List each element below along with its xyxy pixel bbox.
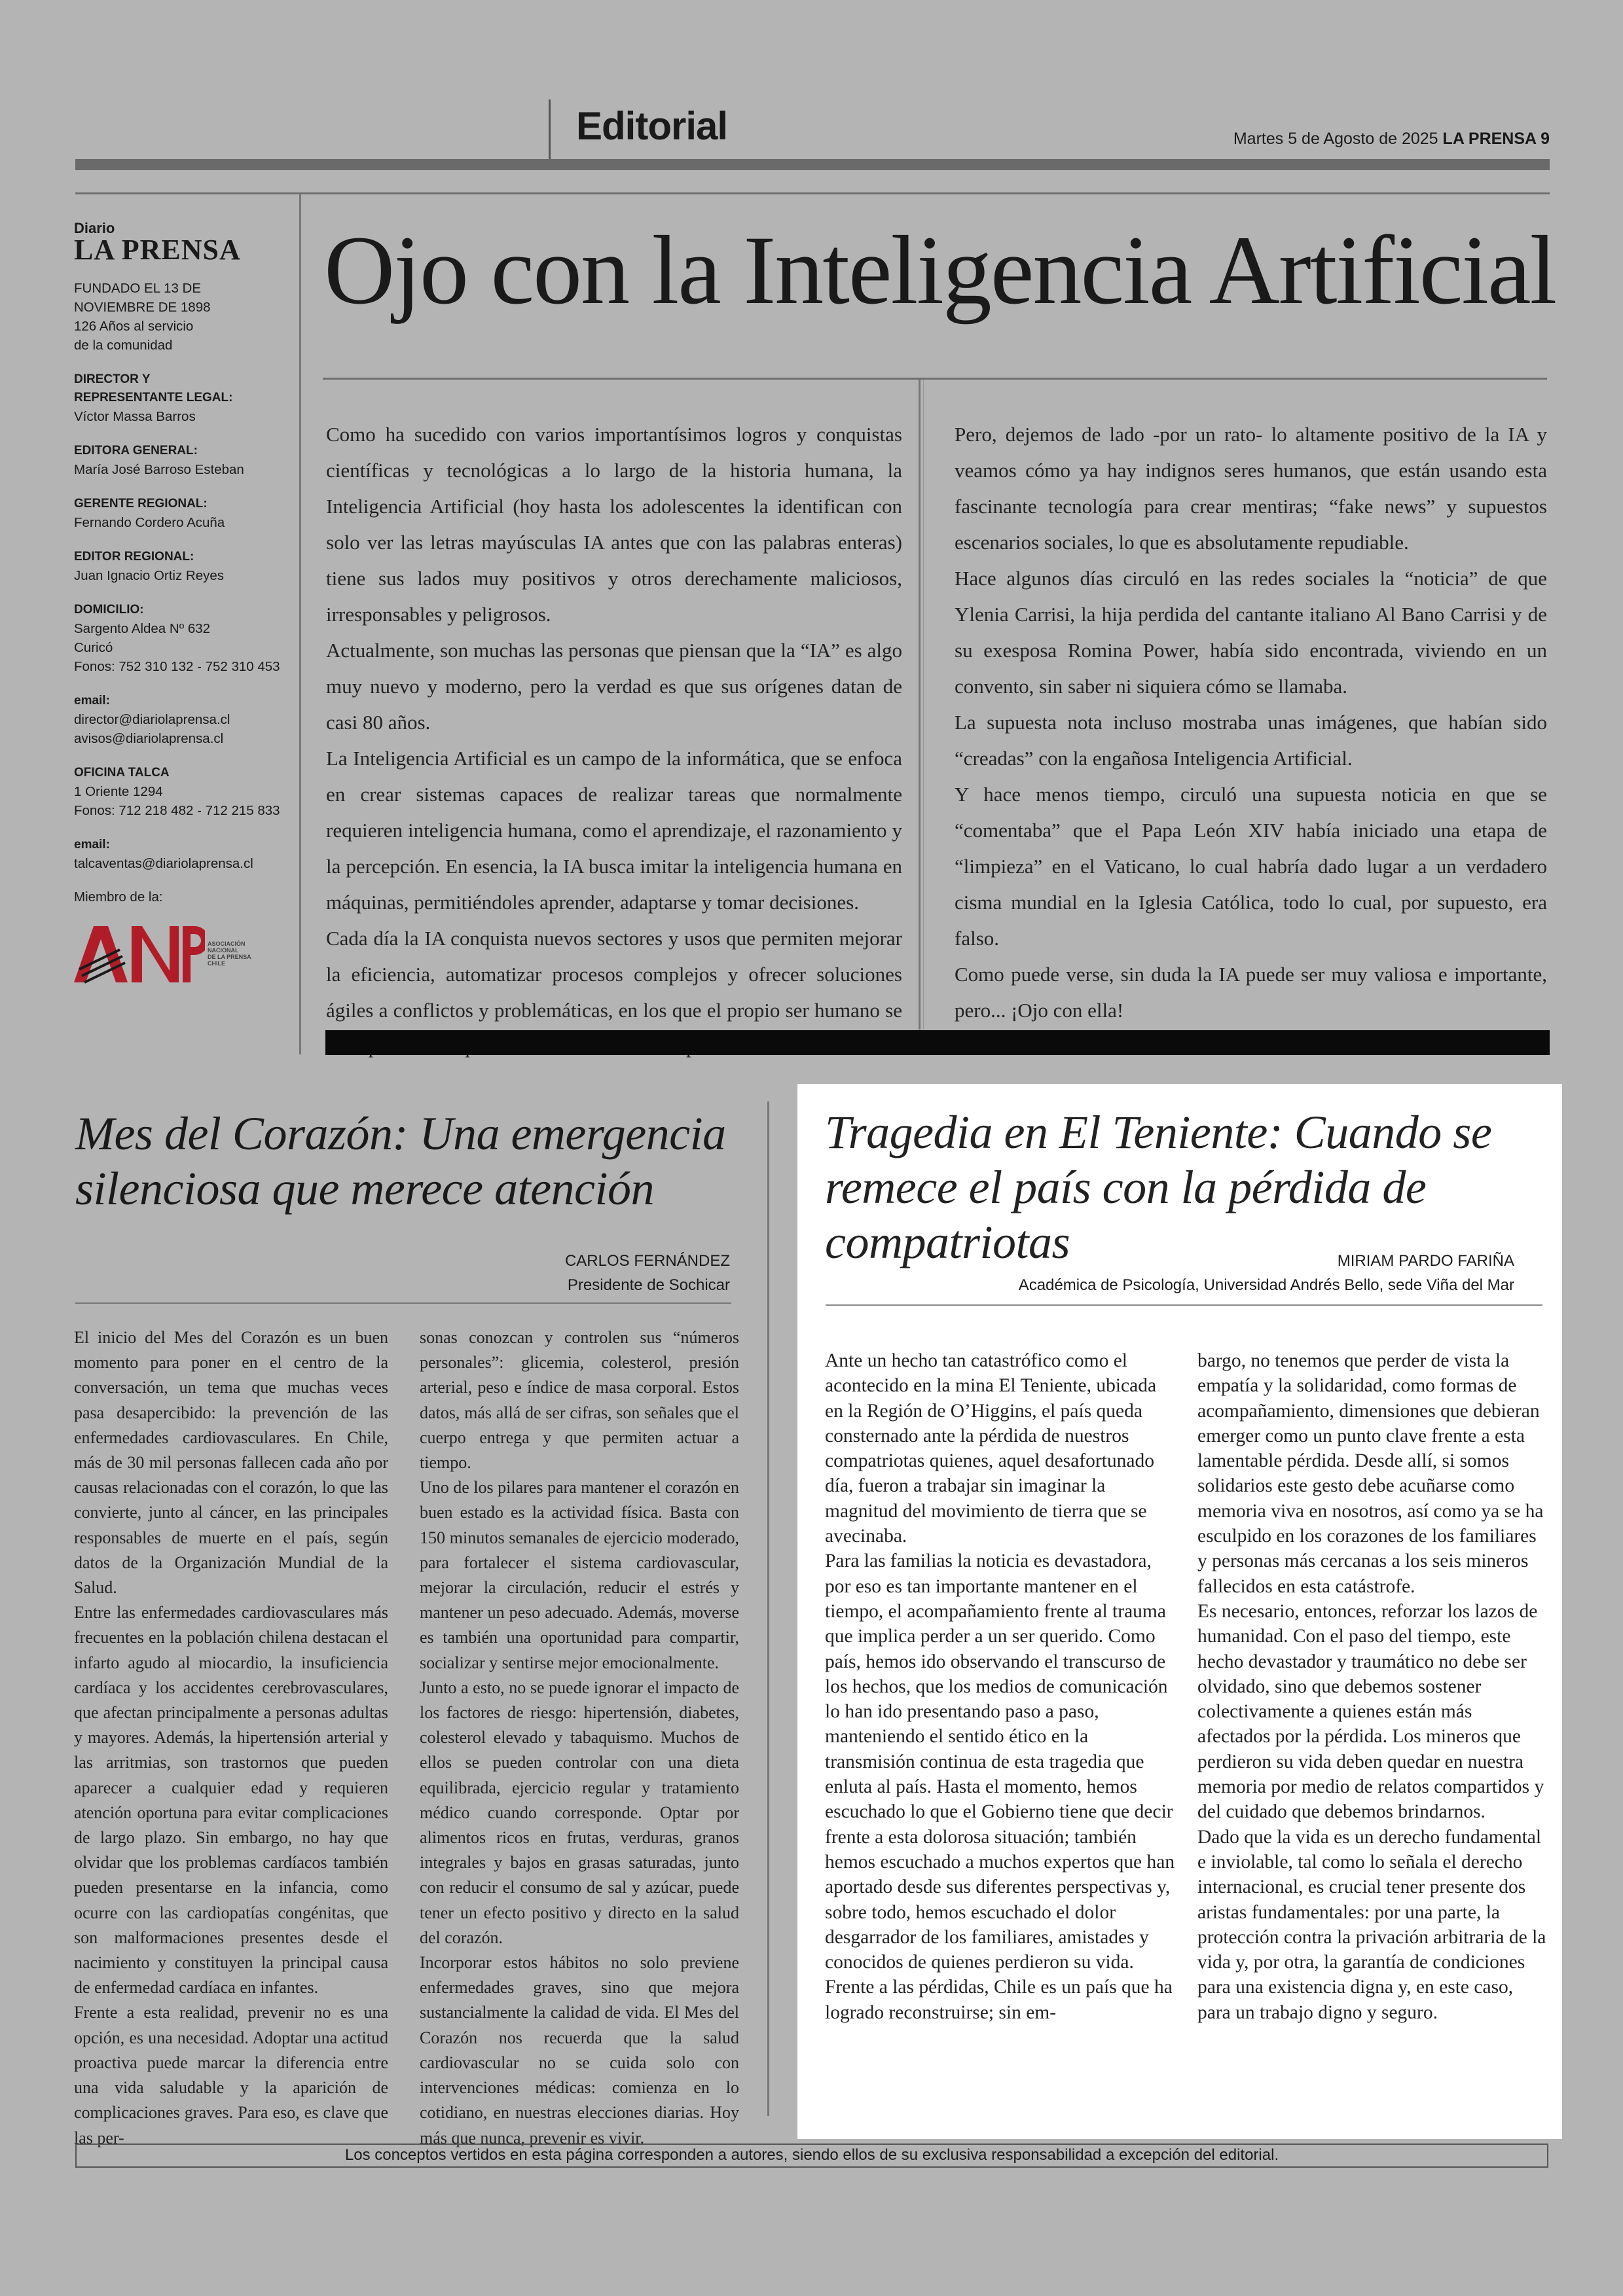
email-link[interactable]: director@diariolaprensa.cl [74, 712, 230, 727]
article-title: Tragedia en El Teniente: Cuando se remece el país con la pérdida de compatriotas [825, 1106, 1492, 1268]
email2-link[interactable]: talcaventas@diariolaprensa.cl [74, 856, 253, 871]
paragraph: Como puede verse, sin duda la IA puede ser muy valiosa e importante, pero... ¡Ojo con ella! [955, 963, 1547, 1022]
gerente-name: Fernando Cordero Acuña [74, 515, 225, 530]
gerente-label: GERENTE REGIONAL: [74, 497, 208, 511]
founded-line: de la comunidad [74, 338, 173, 353]
disclaimer-text: Los conceptos vertidos en esta página corresponden a autores, siendo ellos de su exclusiva responsabilidad a excepción del editorial. [344, 2146, 1279, 2164]
domicilio-line: Curicó [74, 640, 113, 655]
paragraph: Como ha sucedido con varios importantísimos logros y conquistas científicas y tecnológicas a lo largo de la historia humana, la Inteligencia Artificial (hoy hasta los adolescentes la identifican con solo ver las letras mayúsculas IA antes que con las palabras enteras) tiene sus lados muy positivos y otros derechamente maliciosos, irresponsables y peligrosos. [326, 423, 902, 626]
article-column [1197, 1348, 1548, 2025]
paragraph: Pero, dejemos de lado -por un rato- lo altamente positivo de la IA y veamos cómo ya hay indignos seres humanos, que están usando esta fascinante tecnología para crear mentiras; “fake news” y supuestos escenarios sociales, lo que es absolutamente repudiable. [955, 423, 1547, 554]
oficina-line: 1 Oriente 1294 [74, 784, 163, 799]
domicilio-line: Sargento Aldea Nº 632 [74, 621, 211, 636]
editorial-title: Ojo con la Inteligencia Artificial [324, 216, 1556, 325]
paragraph: Actualmente, son muchas las personas que piensan que la “IA” es algo muy nuevo y moderno, pero la verdad es que sus orígenes datan de casi 80 años. [326, 639, 902, 734]
paragraph: Uno de los pilares para mantener el corazón en buen estado es la actividad física. Basta con 150 minutos semanales de ejercicio moderado, para fortalecer el sistema cardiovascular, mejorar la circulación, reducir el estrés y mantener un peso adecuado. Además, moverse es también una oportunidad para compartir, socializar y sentirse mejor emocionalmente. [420, 1478, 740, 1672]
header-divider [549, 99, 551, 160]
author-name: CARLOS FERNÁNDEZ [564, 1252, 730, 1270]
email-label: email: [74, 694, 110, 708]
paragraph: La Inteligencia Artificial es un campo de la informática, que se enfoca en crear sistemas capaces de realizar tareas que normalmente requieren inteligencia humana, como el aprendizaje, el razonamiento y la percepción. En esencia, la IA busca imitar la inteligencia humana en máquinas, permitiéndoles aprender, adaptarse y tomar decisiones. [326, 747, 902, 914]
editorial-column-right [955, 416, 1547, 1028]
oficina-line: Fonos: 712 218 482 - 712 215 833 [74, 803, 280, 818]
author-role: Académica de Psicología, Universidad Andrés Bello, sede Viña del Mar [1018, 1276, 1514, 1294]
articles-divider [767, 1102, 769, 2116]
paragraph: Ante un hecho tan catastrófico como el acontecido en la mina El Teniente, ubicada en la Región de O’Higgins, el país queda consternado ante la pérdida de nuestros compatriotas quienes, aquel desafortunado día, fueron a trabajar sin imaginar la magnitud del movimiento de tierra que se avecinaba. [825, 1350, 1157, 1547]
director-label [74, 370, 297, 407]
paragraph: Hace algunos días circuló en las redes sociales la “noticia” de que Ylenia Carrisi, la hija perdida del cantante italiano Al Bano Carrisi y de su exesposa Romina Power, había sido encontrada, viviendo en un convento, sin saber ni siquiera cómo se llamaba. [955, 567, 1547, 698]
sidebar-divider [299, 194, 301, 1054]
email2-label: email: [74, 838, 110, 852]
header-rule [75, 192, 1550, 194]
email-link[interactable]: avisos@diariolaprensa.cl [74, 731, 224, 746]
author-role: Presidente de Sochicar [567, 1276, 730, 1294]
article-column [825, 1348, 1178, 2025]
anp-text-line: CHILE [208, 960, 225, 967]
founded-line: NOVIEMBRE DE 1898 [74, 300, 211, 315]
masthead-diario: Diario [74, 220, 115, 236]
byline-rule [75, 1302, 731, 1304]
editorial-title-rule [323, 378, 1547, 380]
masthead-logo: LA PRENSA [74, 234, 241, 266]
paragraph: Frente a esta realidad, prevenir no es una opción, es una necesidad. Adoptar una actitud proactiva puede marcar la diferencia entre una vida saludable y la aparición de complicaciones graves. Para eso, es clave que las per- [74, 2003, 388, 2147]
paragraph: Es necesario, entonces, reforzar los lazos de humanidad. Con el paso del tiempo, este hecho devastador y traumático no debe ser olvidado, sino que debemos sostener colectivamente a quienes están más afectados por la pérdida. Los mineros que perdieron su vida deben quedar en nuestra memoria por medio de relatos compartidos y del cuidado que debemos brindarnos. [1197, 1600, 1544, 1823]
founded-line: FUNDADO EL 13 DE [74, 281, 202, 296]
anp-logo-icon [74, 924, 205, 984]
editorial-bottom-bar [325, 1030, 1550, 1055]
director-label-line: REPRESENTANTE LEGAL: [74, 391, 233, 404]
paragraph: Incorporar estos hábitos no solo previene enfermedades graves, sino que mejora sustancialmente la calidad de vida. El Mes del Corazón nos recuerda que la salud cardiovascular no se cuida solo con intervenciones médicas: comienza en lo cotidiano, en nuestras elecciones diarias. Hoy más que nunca, prevenir es vivir. [420, 1953, 739, 2147]
article-byline [75, 1249, 730, 1297]
paragraph: Y hace menos tiempo, circuló una supuesta noticia en que se “comentaba” que el Papa León XIV había iniciado una etapa de “limpieza” en el Vaticano, lo cual habría dado lugar a un verdadero cisma mundial en la Iglesia Católica, todo lo cual, por supuesto, era falso. [955, 783, 1547, 950]
editorial-column-divider-thin [923, 380, 924, 1030]
anp-text [208, 941, 251, 967]
article-column [74, 1325, 388, 2151]
anp-text-line: DE LA PRENSA [208, 954, 251, 960]
paragraph: Frente a las pérdidas, Chile es un país que ha logrado reconstruirse; sin em- [825, 1977, 1173, 2023]
paragraph: El inicio del Mes del Corazón es un buen momento para poner en el centro de la conversación, un tema que muchas veces pasa desapercibido: la prevención de las enfermedades cardiovasculares. En Chile, más de 30 mil personas fallecen cada año por causas relacionadas con el corazón, lo que las convierte, junto al cáncer, en las principales responsables de muerte en el país, según datos de la Organización Mundial de la Salud. [74, 1328, 388, 1598]
section-label: Editorial [576, 104, 728, 148]
article-title: Mes del Corazón: Una emergencia silenciosa que merece atención [75, 1107, 726, 1215]
article-column [420, 1325, 739, 2151]
founded-line: 126 Años al servicio [74, 319, 194, 334]
article-byline [795, 1249, 1514, 1297]
editor-regional-name: Juan Ignacio Ortiz Reyes [74, 568, 225, 583]
header-date-line [1233, 130, 1550, 149]
paragraph: Para las familias la noticia es devastadora, por eso es tan importante mantener en el tiempo, el acompañamiento frente al trauma que implica perder a un ser querido. Como país, hemos ido observando el transcurso de los hechos, que los medios de comunicación lo han ido presentando paso a paso, manteniendo el sentido ético en la transmisión continua de esta tragedia que enluta al país. Hasta el momento, hemos escuchado lo que el Gobierno tiene que decir frente a esta dolorosa situación; también hemos escuchado a muchos expertos que han aportado desde sus diferentes perspectivas y, sobre todo, hemos escuchado el dolor desgarrador de los familiares, amistades y conocidos de quienes perdieron su vida. [825, 1551, 1175, 1973]
byline-rule [826, 1304, 1542, 1306]
editor-regional-label: EDITOR REGIONAL: [74, 550, 194, 564]
domicilio-line: Fonos: 752 310 132 - 752 310 453 [74, 659, 280, 674]
anp-text-line: ASOCIACIÓN [208, 941, 246, 947]
header-bar [75, 159, 1550, 170]
director-name: Víctor Massa Barros [74, 409, 196, 424]
paragraph: Junto a esto, no se puede ignorar el impacto de los factores de riesgo: hipertensión, diabetes, colesterol elevado y tabaquismo. Muchos de ellos se pueden controlar con una dieta equilibrada, ejercicio regular y tratamiento médico cuando corresponde. Optar por alimentos ricos en frutas, verduras, granos integrales y bajos en grasas saturadas, junto con reducir el consumo de sal y azúcar, puede tener un efecto positivo y directo en la salud del corazón. [420, 1677, 739, 1947]
anp-text-line: NACIONAL [208, 947, 239, 954]
paragraph: sonas conozcan y controlen sus “números personales”: glicemia, colesterol, presión arterial, peso e índice de masa corporal. Estos datos, más allá de ser cifras, son señales que el cuerpo entrega y que permiten actuar a tiempo. [420, 1328, 739, 1473]
anp-logo [74, 924, 297, 984]
oficina-label: OFICINA TALCA [74, 766, 170, 780]
editorial-column-divider [919, 380, 921, 1030]
domicilio-label: DOMICILIO: [74, 603, 144, 617]
header-date: Martes 5 de Agosto de 2025 [1233, 130, 1438, 148]
header-paper-page: LA PRENSA 9 [1442, 130, 1550, 148]
editorial-column-left [326, 416, 902, 1064]
paragraph: Entre las enfermedades cardiovasculares más frecuentes en la población chilena destacan el infarto agudo al miocardio, la insuficiencia cardíaca y los accidentes cerebrovasculares, que afectan principalmente a personas adultas y mayores. Además, la hipertensión arterial y las arritmias, son trastornos que pueden aparecer a cualquier edad y requieren atención oportuna para evitar complicaciones de largo plazo. Sin embargo, no hay que olvidar que los problemas cardíacos también pueden presentarse en la infancia, como ocurre con las cardiopatías congénitas, que son malformaciones presentes desde el nacimiento y constituyen la principal causa de enfermedad cardíaca en infantes. [74, 1603, 388, 1998]
paragraph: Cada día la IA conquista nuevos sectores y usos que permiten mejorar la eficiencia, automatizar procesos complejos y ofrecer soluciones ágiles a conflictos y problemáticas, en los que el propio ser humano se [326, 927, 902, 1022]
director-label-line: DIRECTOR Y [74, 372, 151, 386]
paragraph: La supuesta nota incluso mostraba unas imágenes, que habían sido “creadas” con la engañosa Inteligencia Artificial. [955, 711, 1547, 770]
author-name: MIRIAM PARDO FARIÑA [1337, 1252, 1514, 1270]
paragraph: Dado que la vida es un derecho fundamental e inviolable, tal como lo señala el derecho internacional, es crucial tener presente dos aristas fundamentales: por una parte, la protección contra la privación arbitraria de la vida y, por otra, la garantía de condiciones para una existencia digna y, en este caso, para un trabajo digno y seguro. [1197, 1826, 1546, 2023]
member-label: Miembro de la: [74, 889, 163, 905]
editora-name: María José Barroso Esteban [74, 462, 244, 477]
editora-label: EDITORA GENERAL: [74, 444, 198, 457]
paragraph: bargo, no tenemos que perder de vista la empatía y la solidaridad, como formas de acompañamiento, dimensiones que debieran emerger como un punto clave frente a esta lamentable pérdida. Desde allí, si somos solidarios este gesto debe acuñarse como memoria viva en nosotros, así como ya se ha esculpido en los corazones de los familiares y personas más cercanas a los seis mineros fallecidos en esta catástrofe. [1197, 1350, 1544, 1597]
masthead-sidebar [74, 220, 297, 984]
